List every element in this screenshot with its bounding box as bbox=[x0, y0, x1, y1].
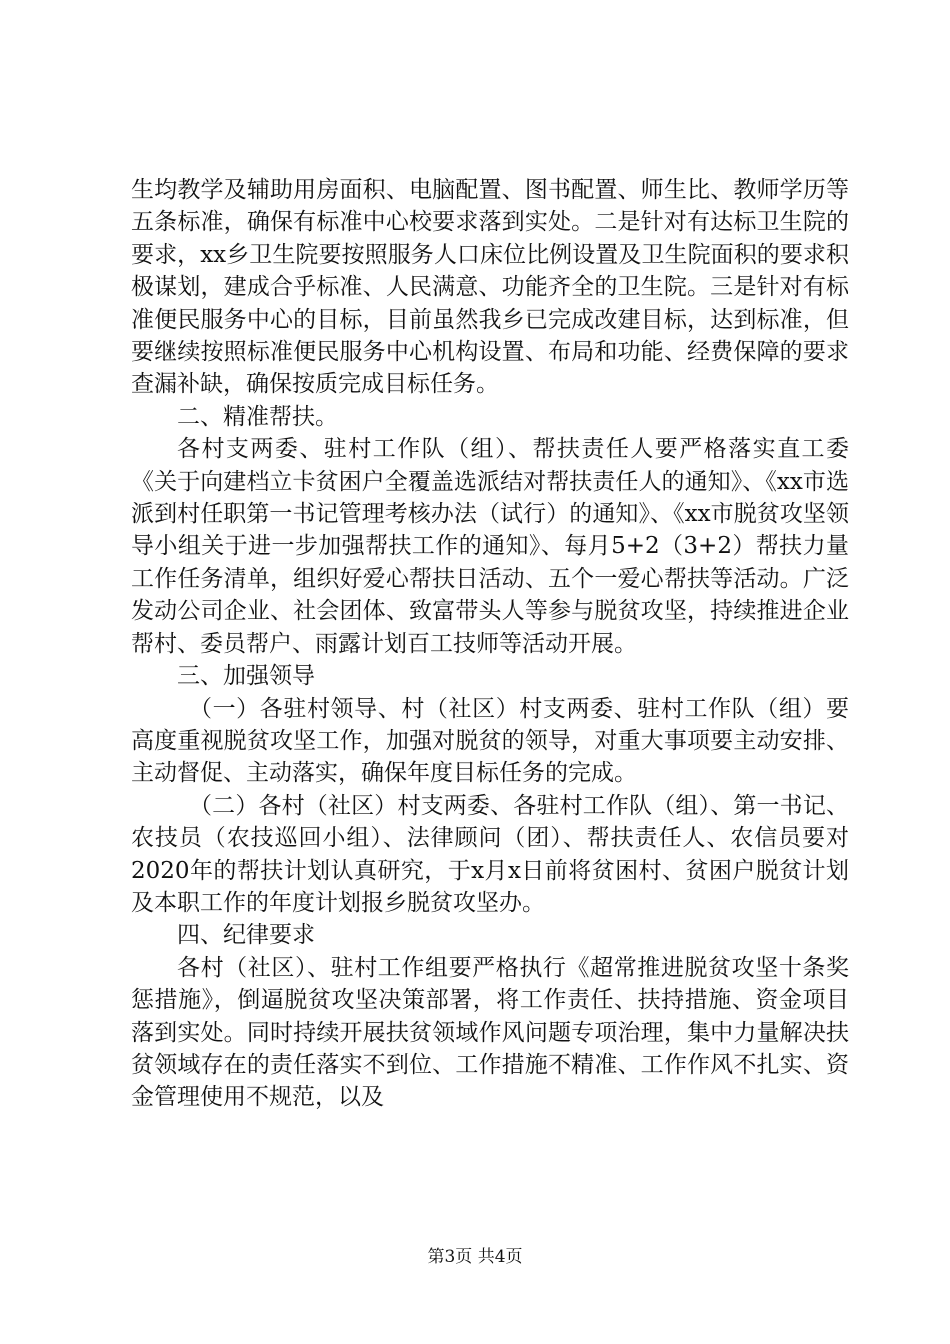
document-body bbox=[131, 174, 849, 1114]
paragraph-1: 生均教学及辅助用房面积、电脑配置、图书配置、师生比、教师学历等五条标准，确保有标准中心校要求落到实处。二是针对有达标卫生院的要求，xx乡卫生院要按照服务人口床位比例设置及卫生院面积的要求积极谋划，建成合乎标准、人民满意、功能齐全的卫生院。三是针对有标准便民服务中心的目标，目前虽然我乡已完成改建目标，达到标准，但要继续按照标准便民服务中心机构设置、布局和功能、经费保障的要求查漏补缺，确保按质完成目标任务。 bbox=[131, 177, 849, 398]
section-heading-3: 三、加强领导 bbox=[177, 663, 315, 690]
section-heading-2: 二、精准帮扶。 bbox=[177, 403, 338, 430]
paragraph-5: 各村（社区）、驻村工作组要严格执行《超常推进脱贫攻坚十条奖惩措施》，倒逼脱贫攻坚决策部署，将工作责任、扶持措施、资金项目落到实处。同时持续开展扶贫领域作风问题专项治理，集中力量解决扶贫领域存在的责任落实不到位、工作措施不精准、工作作风不扎实、资金管理使用不规范，以及 bbox=[131, 954, 849, 1111]
paragraph-4: （二）各村（社区）村支两委、各驻村工作队（组）、第一书记、农技员（农技巡回小组）、法律顾问（团）、帮扶责任人、农信员要对2020年的帮扶计划认真研究，于x月x日前将贫困村、贫困户脱贫计划及本职工作的年度计划报乡脱贫攻坚办。 bbox=[131, 792, 849, 916]
page-footer: 第3页 共4页 bbox=[427, 1247, 523, 1267]
paragraph-2: 各村支两委、驻村工作队（组）、帮扶责任人要严格落实直工委《关于向建档立卡贫困户全覆盖选派结对帮扶责任人的通知》、《xx市选派到村任职第一书记管理考核办法（试行）的通知》、《xx市脱贫攻坚领导小组关于进一步加强帮扶工作的通知》、每月5+2（3+2）帮扶力量工作任务清单，组织好爱心帮扶日活动、五个一爱心帮扶等活动。广泛发动公司企业、社会团体、致富带头人等参与脱贫攻坚，持续推进企业帮村、委员帮户、雨露计划百工技师等活动开展。 bbox=[131, 436, 849, 657]
paragraph-3: （一）各驻村领导、村（社区）村支两委、驻村工作队（组）要高度重视脱贫攻坚工作，加强对脱贫的领导，对重大事项要主动安排、主动督促、主动落实，确保年度目标任务的完成。 bbox=[131, 695, 849, 787]
section-heading-4: 四、纪律要求 bbox=[177, 922, 315, 949]
